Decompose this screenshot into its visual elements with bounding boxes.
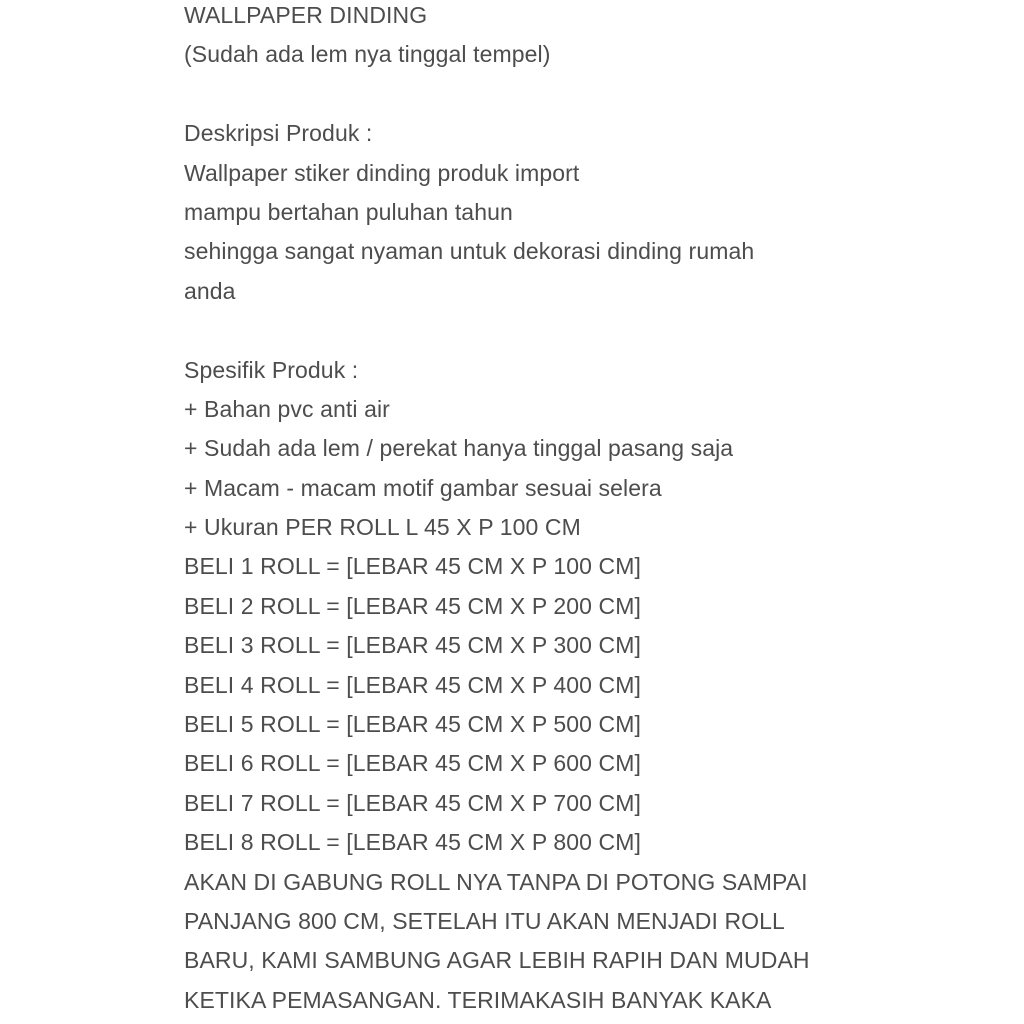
spec-item: + Ukuran PER ROLL L 45 X P 100 CM [184, 514, 581, 541]
roll-option: BELI 7 ROLL = [LEBAR 45 CM X P 700 CM] [184, 789, 641, 816]
spacer [184, 311, 1004, 350]
spacer [184, 75, 1004, 114]
spec-item: + Macam - macam motif gambar sesuai selera [184, 474, 662, 501]
notice-line: BARU, KAMI SAMBUNG AGAR LEBIH RAPIH DAN MUDAH [184, 947, 810, 974]
product-subtitle: (Sudah ada lem nya tinggal tempel) [184, 41, 551, 68]
roll-option: BELI 2 ROLL = [LEBAR 45 CM X P 200 CM] [184, 592, 641, 619]
roll-option: BELI 4 ROLL = [LEBAR 45 CM X P 400 CM] [184, 671, 641, 698]
description-line: sehingga sangat nyaman untuk dekorasi dinding rumah [184, 238, 755, 265]
notice-line: PANJANG 800 CM, SETELAH ITU AKAN MENJADI ROLL [184, 907, 785, 934]
specs-heading: Spesifik Produk : [184, 356, 359, 383]
notice-line: KETIKA PEMASANGAN. TERIMAKASIH BANYAK KAKA [184, 986, 772, 1013]
roll-option: BELI 3 ROLL = [LEBAR 45 CM X P 300 CM] [184, 632, 641, 659]
description-line: mampu bertahan puluhan tahun [184, 198, 513, 225]
roll-option: BELI 8 ROLL = [LEBAR 45 CM X P 800 CM] [184, 829, 641, 856]
spec-item: + Bahan pvc anti air [184, 395, 390, 422]
notice-line: AKAN DI GABUNG ROLL NYA TANPA DI POTONG SAMPAI [184, 868, 808, 895]
spec-item: + Sudah ada lem / perekat hanya tinggal pasang saja [184, 435, 734, 462]
product-text-block [184, 0, 1004, 1020]
product-title: WALLPAPER DINDING [184, 2, 428, 28]
roll-option: BELI 6 ROLL = [LEBAR 45 CM X P 600 CM] [184, 750, 641, 777]
description-line: Wallpaper stiker dinding produk import [184, 159, 580, 186]
description-heading: Deskripsi Produk : [184, 120, 373, 147]
description-line: anda [184, 277, 236, 304]
roll-option: BELI 1 ROLL = [LEBAR 45 CM X P 100 CM] [184, 553, 641, 580]
roll-option: BELI 5 ROLL = [LEBAR 45 CM X P 500 CM] [184, 711, 641, 738]
